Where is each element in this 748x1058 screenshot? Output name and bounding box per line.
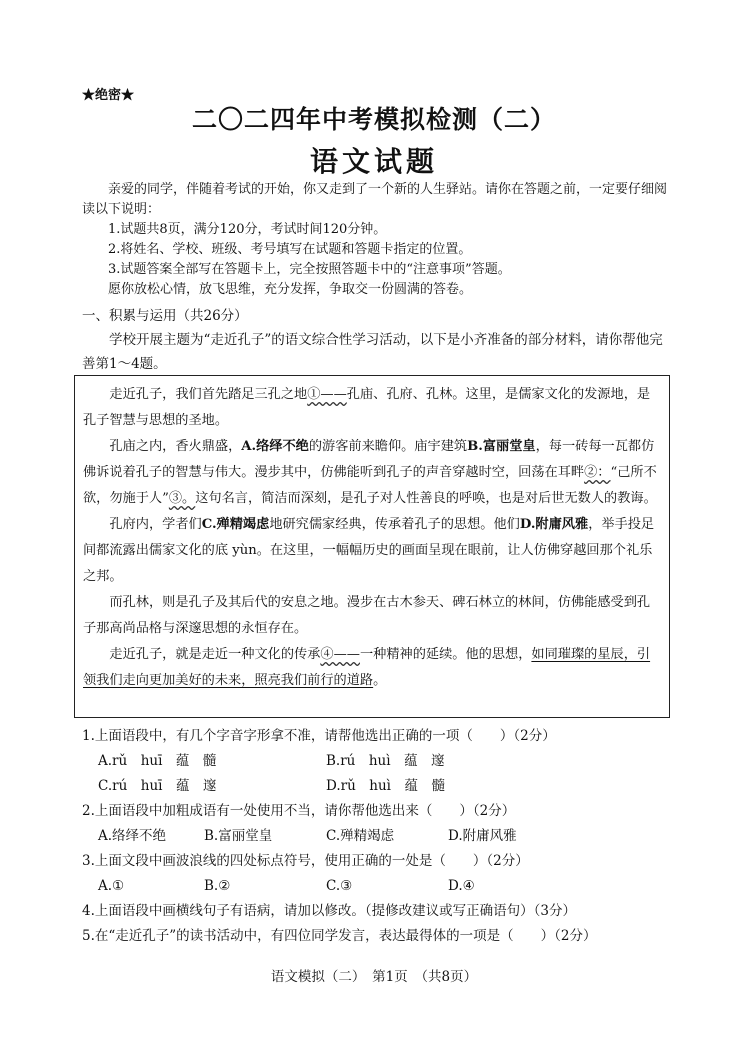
text-run: 孔庙之内，香火鼎盛， <box>109 439 242 454</box>
punct-mark-3: ③。 <box>168 491 196 506</box>
option-a: A.络绎不绝 <box>98 828 167 844</box>
lead-text: 学校开展主题为“走近孔子”的语文综合性学习活动，以下是小齐准备的部分材料，请你帮他完善第1～4题。 <box>82 332 663 372</box>
passage-paragraph <box>83 512 661 590</box>
underlined-sentence: 如同璀璨的星辰，引领我们走向更加美好的未来，照亮我们前行的道路 <box>83 647 651 688</box>
exam-subtitle: 语文试题 <box>309 145 438 178</box>
activity-lead <box>82 328 672 376</box>
idiom-d: D.附庸风雅 <box>519 517 589 532</box>
passage-box <box>74 375 670 718</box>
secret-mark: ★绝密★ <box>82 88 135 103</box>
option-d: D.rǔ huì 蕴 髓 <box>326 778 445 794</box>
passage-paragraph <box>83 382 661 434</box>
instructions <box>82 180 672 300</box>
question-3-options <box>82 874 682 899</box>
idiom-a: A.络绎不绝 <box>241 439 309 454</box>
option-c: C.殚精竭虑 <box>326 828 395 844</box>
question-2: 2.上面语段中加粗成语有一处使用不当，请你帮他选出来（ ）（2分） <box>82 803 516 819</box>
option-a: A.① <box>98 878 125 894</box>
question-1: 1.上面语段中，有几个字音字形拿不准，请帮他选出正确的一项（ ）（2分） <box>82 728 556 744</box>
text-run: 走近孔子，我们首先踏足三孔之地 <box>109 387 308 402</box>
passage-paragraph <box>83 434 661 512</box>
text-run: “己所不欲，勿施于人” <box>83 465 657 506</box>
option-b: B.② <box>204 878 231 894</box>
section-heading: 一、积累与运用（共26分） <box>82 308 248 324</box>
punct-mark-4: ④—— <box>320 647 360 662</box>
text-run: 孔府内，学者们 <box>109 517 202 532</box>
text-run: 的游客前来瞻仰。庙宇建筑 <box>308 439 468 454</box>
page-footer: 语文模拟（二） 第1页 （共8页） <box>270 969 478 985</box>
text-run: 。 <box>373 673 387 688</box>
text-run: 一种精神的延续。他的思想， <box>359 647 532 662</box>
idiom-c: C.殚精竭虑 <box>201 517 270 532</box>
text-run: 地研究儒家经典，传承着孔子的思想。他们 <box>269 517 520 532</box>
option-b: B.富丽堂皇 <box>204 828 273 844</box>
question-2-options <box>82 824 682 849</box>
option-a: A.rǔ huī 蕴 髓 <box>98 753 217 769</box>
text-run: 孔庙、孔府、孔林。这里，是儒家文化的发源地，是孔子智慧与思想的圣地。 <box>83 387 651 428</box>
instruction-2: 2.将姓名、学校、班级、考号填写在试题和答题卡指定的位置。 <box>108 242 472 257</box>
option-c: C.③ <box>326 878 353 894</box>
option-d: D.附庸风雅 <box>448 828 517 844</box>
option-d: D.④ <box>448 878 475 894</box>
text-run: 走近孔子，就是走近一种文化的传承 <box>109 647 321 662</box>
punct-mark-2: ②： <box>584 465 611 480</box>
option-b: B.rú huì 蕴 邃 <box>326 753 445 769</box>
text-run: ，每一砖每一瓦都仿佛诉说着孔子的智慧与伟大。漫步其中，仿佛能听到孔子的声音穿越时空，回荡在耳畔 <box>83 439 655 480</box>
exam-title: 二〇二四年中考模拟检测（二） <box>191 105 556 134</box>
passage-paragraph <box>83 642 661 694</box>
passage-paragraph: 而孔林，则是孔子及其后代的安息之地。漫步在古木参天、碑石林立的林间，仿佛能感受到孔子那高尚品格与深邃思想的永恒存在。 <box>83 595 651 636</box>
text-run: ，举手投足间都流露出儒家文化的底 yùn。在这里，一幅幅历史的画面呈现在眼前，让人仿佛穿越回那个礼乐之邦。 <box>83 517 655 584</box>
instruction-greeting: 亲爱的同学，伴随着考试的开始，你又走到了一个新的人生驿站。请你在答题之前，一定要仔细阅读以下说明： <box>82 182 668 217</box>
question-3: 3.上面文段中画波浪线的四处标点符号，使用正确的一处是（ ）（2分） <box>82 853 529 869</box>
idiom-b: B.富丽堂皇 <box>467 439 536 454</box>
option-c: C.rú huī 蕴 邃 <box>98 778 217 794</box>
punct-mark-1: ①—— <box>307 387 347 402</box>
text-run: 这句名言，简洁而深刻，是孔子对人性善良的呼唤，也是对后世无数人的教诲。 <box>195 491 657 506</box>
question-1-options <box>82 774 682 799</box>
instruction-wish: 愿你放松心情，放飞思维，充分发挥，争取交一份圆满的答卷。 <box>108 282 473 297</box>
question-list <box>82 724 682 949</box>
question-4: 4.上面语段中画横线句子有语病，请加以修改。（提修改建议或写正确语句）（3分） <box>82 903 576 919</box>
question-1-options <box>82 749 682 774</box>
question-5: 5.在“走近孔子”的读书活动中，有四位同学发言，表达最得体的一项是（ ）（2分） <box>82 928 597 944</box>
instruction-1: 1.试题共8页，满分120分，考试时间120分钟。 <box>108 222 387 237</box>
instruction-3: 3.试题答案全部写在答题卡上，完全按照答题卡中的“注意事项”答题。 <box>108 262 511 277</box>
